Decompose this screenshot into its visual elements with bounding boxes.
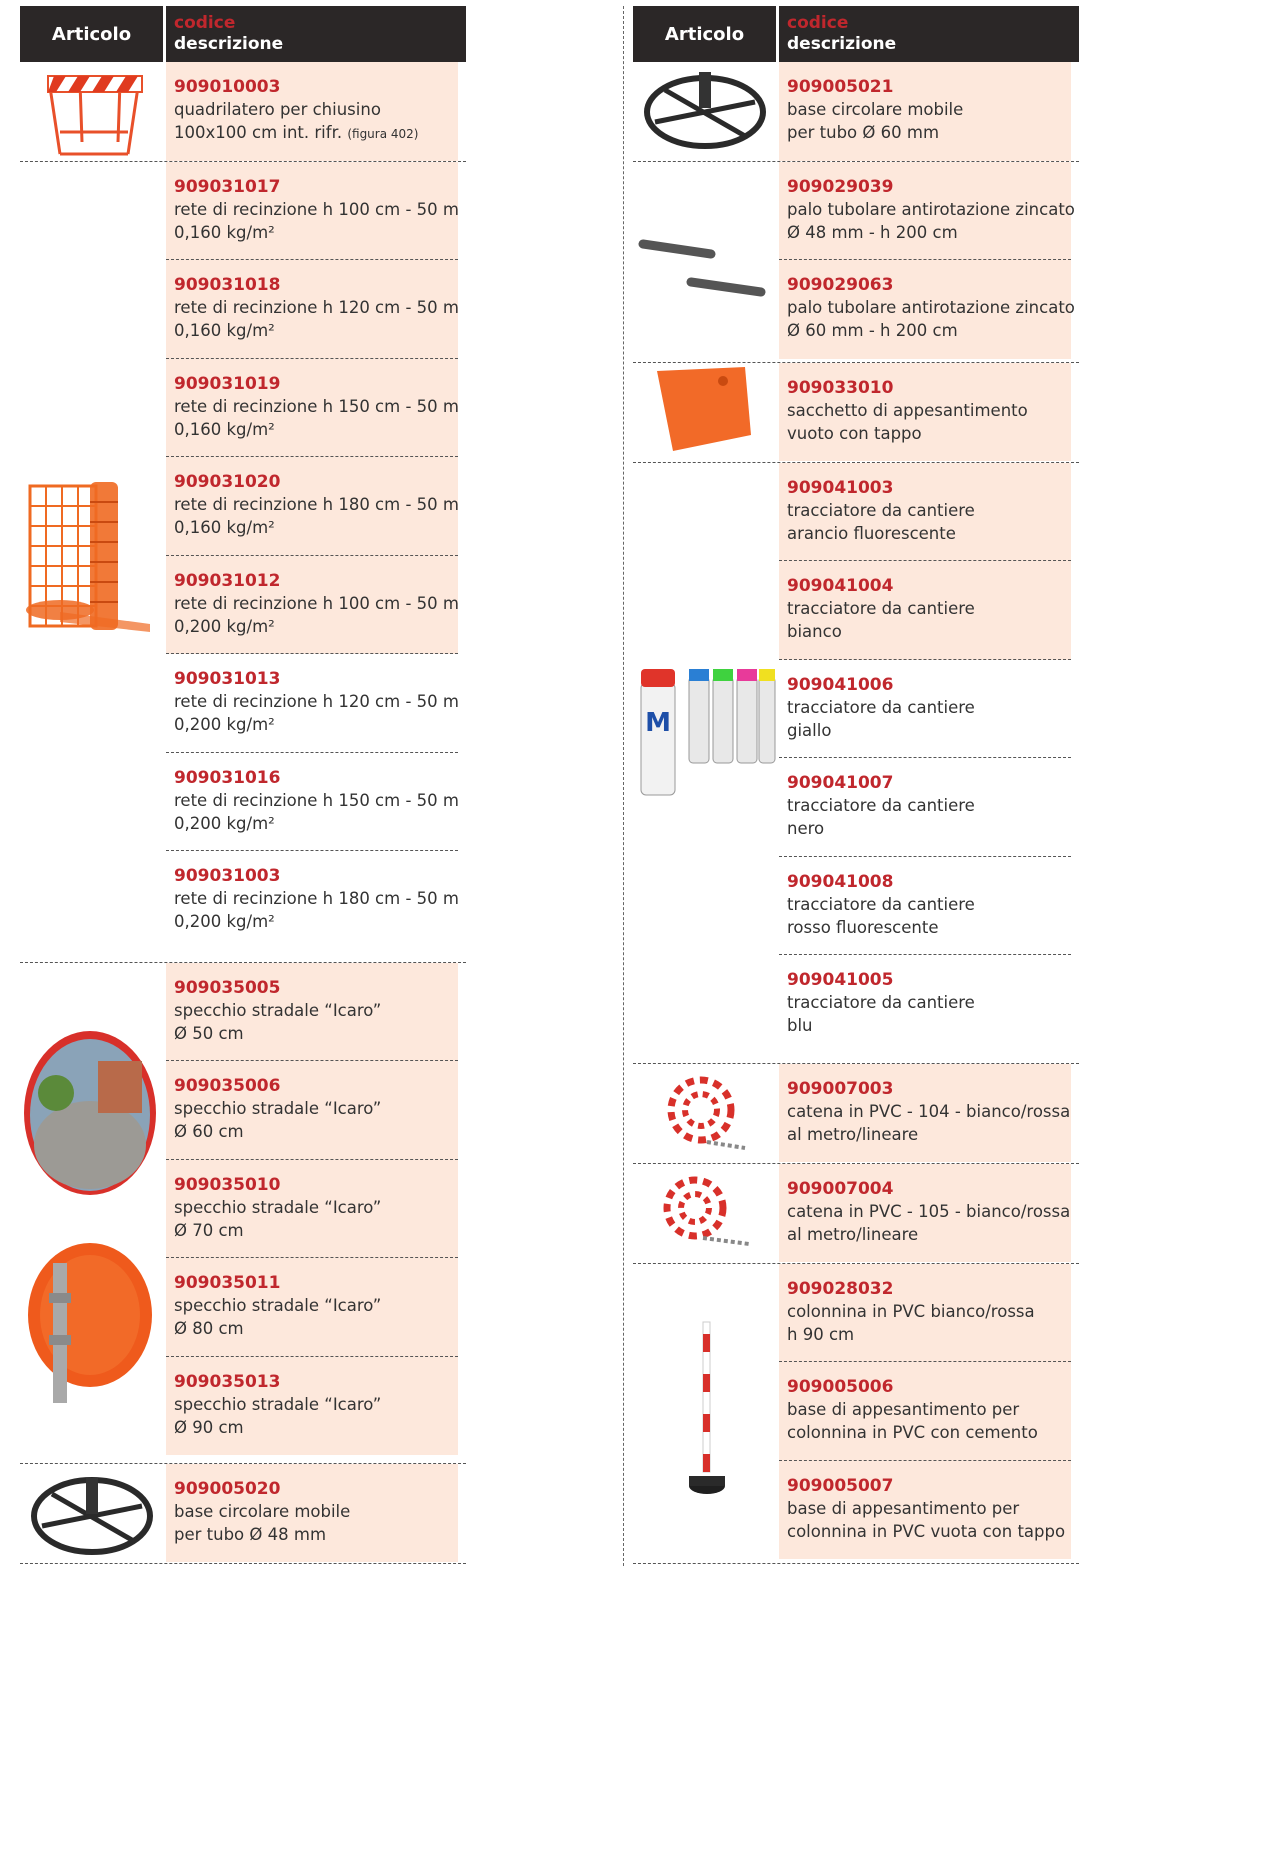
product-code: 909035006: [174, 1076, 281, 1096]
product-desc-line2: colonnina in PVC con cemento: [787, 1423, 1038, 1442]
pvc-chain-104-image: [633, 1064, 779, 1163]
product-desc-line1: catena in PVC - 104 - bianco/rossa: [787, 1101, 1071, 1121]
product-code: 909031018: [174, 275, 281, 295]
left-column: [20, 6, 466, 1564]
tubular-poles-image: [633, 162, 779, 362]
product-desc-line1: rete di recinzione h 150 cm - 50 m: [174, 790, 459, 810]
table-row: [166, 62, 458, 161]
product-desc-line1: tracciatore da cantiere: [787, 599, 975, 618]
column-divider: [623, 6, 624, 1566]
product-code: 909029039: [787, 176, 894, 197]
circular-base-image: [20, 1464, 166, 1563]
product-desc-line1: specchio stradale “Icaro”: [174, 1296, 382, 1315]
product-code: 909005021: [787, 77, 894, 97]
table-row: [779, 363, 1071, 462]
product-desc-line1: palo tubolare antirotazione zincato: [787, 199, 1075, 219]
product-desc-line1: rete di recinzione h 120 cm - 50 m: [174, 298, 459, 317]
table-row: [779, 162, 1075, 261]
product-code: 909041007: [787, 773, 894, 793]
product-desc-line2: 0,160 kg/m²: [174, 518, 275, 537]
product-desc-line2: nero: [787, 819, 825, 838]
table-row: [779, 955, 1071, 1054]
circular-base-image: [633, 62, 779, 161]
product-group: [633, 162, 1079, 363]
table-row: [779, 1461, 1071, 1560]
product-desc-line2: rosso fluorescente: [787, 917, 939, 937]
product-code: 909007003: [787, 1078, 894, 1099]
product-desc-line1: base circolare mobile: [787, 100, 964, 119]
product-desc-line2: per tubo Ø 60 mm: [787, 123, 940, 142]
table-row: [779, 463, 1071, 562]
header-codice: codice: [787, 13, 849, 33]
product-desc-line1: tracciatore da cantiere: [787, 993, 975, 1012]
product-code: 909007004: [787, 1178, 894, 1199]
product-desc-line2: 0,200 kg/m²: [174, 912, 275, 931]
product-desc-line2: blu: [787, 1016, 813, 1035]
product-desc-line2: Ø 48 mm - h 200 cm: [787, 222, 958, 242]
product-code: 909031019: [174, 373, 281, 394]
table-row: [779, 1264, 1071, 1363]
product-desc-line1: specchio stradale “Icaro”: [174, 1197, 382, 1217]
table-row: [779, 660, 1071, 759]
product-desc-line1: colonnina in PVC bianco/rossa: [787, 1301, 1035, 1321]
product-code: 909028032: [787, 1278, 894, 1299]
table-row: [166, 260, 458, 359]
product-code: 909041008: [787, 871, 894, 892]
product-group: [20, 1464, 466, 1564]
product-group: [633, 1164, 1079, 1264]
product-desc-line2: h 90 cm: [787, 1324, 855, 1344]
product-desc-line1: specchio stradale “Icaro”: [174, 1000, 382, 1020]
product-desc-line2: Ø 60 mm - h 200 cm: [787, 321, 958, 340]
product-code: 909035005: [174, 977, 281, 998]
table-row: [779, 62, 1071, 161]
product-code: 909010003: [174, 77, 281, 97]
product-desc-line2: per tubo Ø 48 mm: [174, 1524, 327, 1544]
product-code: 909031016: [174, 767, 281, 788]
svg-text:M: M: [645, 707, 671, 738]
product-group: [20, 963, 466, 1464]
product-code: 909005007: [787, 1475, 894, 1496]
product-desc-line1: rete di recinzione h 180 cm - 50 m: [174, 495, 459, 514]
product-code: 909005020: [174, 1478, 281, 1499]
product-group: [633, 1264, 1079, 1564]
table-row: [166, 162, 458, 261]
product-desc-line1: tracciatore da cantiere: [787, 796, 975, 815]
product-desc-line2: colonnina in PVC vuota con tappo: [787, 1521, 1066, 1541]
product-desc-line2: 0,160 kg/m²: [174, 321, 275, 340]
product-desc-line1: rete di recinzione h 180 cm - 50 m: [174, 889, 459, 908]
product-code: 909031017: [174, 176, 281, 197]
table-row: [779, 561, 1071, 660]
table-header: [633, 6, 1079, 62]
product-desc-line2: vuoto con tappo: [787, 423, 922, 443]
product-group: [20, 162, 466, 963]
product-group: [20, 62, 466, 162]
table-row: [166, 1258, 458, 1357]
product-desc-line1: specchio stradale “Icaro”: [174, 1099, 382, 1118]
product-desc-line1: rete di recinzione h 100 cm - 50 m: [174, 199, 459, 219]
table-row: [166, 556, 458, 655]
product-desc-line1: tracciatore da cantiere: [787, 894, 975, 914]
product-desc-line2: Ø 50 cm: [174, 1023, 244, 1043]
product-desc-line2: 100x100 cm int. rifr.: [174, 123, 343, 142]
product-desc-line1: tracciatore da cantiere: [787, 697, 975, 717]
pvc-post-image: [633, 1264, 779, 1563]
product-code: 909033010: [787, 377, 894, 398]
product-desc-line1: base di appesantimento per: [787, 1400, 1020, 1419]
product-code: 909041006: [787, 674, 894, 695]
product-code: 909041004: [787, 576, 894, 596]
product-code: 909035010: [174, 1174, 281, 1195]
product-desc-line2: arancio fluorescente: [787, 523, 956, 543]
table-row: [166, 1357, 458, 1456]
table-row: [166, 654, 458, 753]
table-row: [779, 260, 1075, 359]
product-group: [633, 62, 1079, 162]
product-desc-line1: base di appesantimento per: [787, 1498, 1020, 1518]
product-code: 909041005: [787, 970, 894, 990]
product-desc-line2: Ø 70 cm: [174, 1220, 244, 1240]
header-articolo: Articolo: [20, 6, 166, 62]
table-row: [166, 753, 458, 852]
table-row: [166, 1160, 458, 1259]
table-row: [779, 1064, 1071, 1163]
product-code: 909041003: [787, 477, 894, 498]
table-header: [20, 6, 466, 62]
product-desc-line2: 0,160 kg/m²: [174, 419, 275, 439]
product-desc-line1: tracciatore da cantiere: [787, 500, 975, 520]
product-code: 909029063: [787, 275, 894, 295]
fence-net-image: [20, 162, 166, 962]
product-code: 909031012: [174, 570, 281, 591]
road-mirror-image: [20, 963, 166, 1463]
product-desc-line2: 0,200 kg/m²: [174, 715, 275, 734]
table-row: [779, 758, 1071, 857]
table-row: [779, 1164, 1071, 1263]
table-row: [166, 1061, 458, 1160]
product-desc-line1: palo tubolare antirotazione zincato: [787, 298, 1075, 317]
product-code: 909031020: [174, 472, 281, 492]
product-desc-line1: quadrilatero per chiusino: [174, 100, 381, 119]
product-group: [633, 363, 1079, 463]
product-code: 909035013: [174, 1371, 281, 1392]
product-desc-line2: Ø 80 cm: [174, 1319, 244, 1338]
product-desc-line2: 0,200 kg/m²: [174, 813, 275, 833]
product-desc-line2: 0,160 kg/m²: [174, 222, 275, 242]
product-desc-line2: bianco: [787, 622, 842, 641]
pvc-chain-105-image: [633, 1164, 779, 1263]
table-row: [166, 1464, 458, 1563]
product-desc-line1: rete di recinzione h 120 cm - 50 m: [174, 692, 459, 711]
right-column: [633, 6, 1079, 1564]
product-desc-line1: sacchetto di appesantimento: [787, 400, 1028, 420]
table-row: [166, 359, 458, 458]
header-codice: codice: [174, 13, 236, 33]
header-articolo: Articolo: [633, 6, 779, 62]
product-desc-line2: al metro/lineare: [787, 1224, 919, 1244]
product-code: 909035011: [174, 1273, 281, 1293]
table-row: [166, 851, 458, 950]
product-code: 909005006: [787, 1377, 894, 1397]
table-row: [166, 963, 458, 1062]
product-desc-line1: base circolare mobile: [174, 1501, 351, 1521]
product-group: [633, 1064, 1079, 1164]
header-descrizione: descrizione: [787, 34, 897, 54]
product-desc-line2: Ø 90 cm: [174, 1417, 244, 1437]
header-descrizione: descrizione: [174, 34, 284, 54]
product-group: [633, 463, 1079, 1064]
product-desc-line1: rete di recinzione h 150 cm - 50 m: [174, 396, 459, 416]
product-desc-line2: 0,200 kg/m²: [174, 616, 275, 636]
product-desc-line2: al metro/lineare: [787, 1124, 919, 1144]
spray-cans-image: [633, 463, 779, 1063]
product-code: 909031013: [174, 669, 281, 689]
table-row: [779, 857, 1071, 956]
product-desc-line2: Ø 60 cm: [174, 1122, 244, 1141]
product-desc-line1: specchio stradale “Icaro”: [174, 1394, 382, 1414]
product-desc-line1: rete di recinzione h 100 cm - 50 m: [174, 593, 459, 613]
table-row: [166, 457, 458, 556]
product-desc-line1: catena in PVC - 105 - bianco/rossa: [787, 1201, 1071, 1221]
product-note: (figura 402): [347, 127, 419, 141]
weight-bag-image: [633, 363, 779, 462]
table-row: [779, 1362, 1071, 1461]
barrier-frame-image: [20, 62, 166, 161]
product-code: 909031003: [174, 866, 281, 886]
product-desc-line2: giallo: [787, 720, 832, 740]
